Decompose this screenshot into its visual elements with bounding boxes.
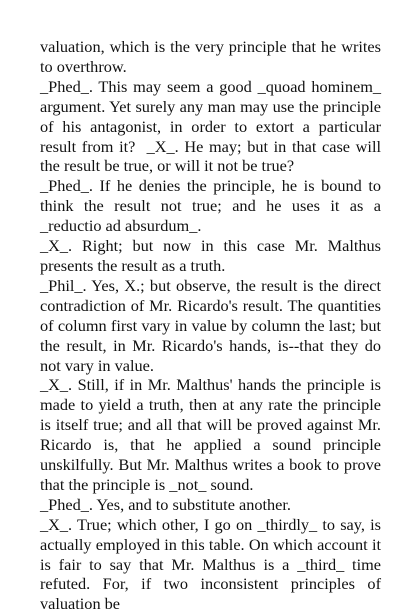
paragraph-x-malthus-truth: _X_. Right; but now in this case Mr. Malthus presents the result as a truth. xyxy=(40,236,386,275)
paragraph-phed-substitute: _Phed_. Yes, and to substitute another. xyxy=(40,494,291,514)
paragraph-phed-quoad-hominem: _Phed_. This may seem a good _quoad hominem_ argument. Yet surely any man may use the principle of his antagonist, in order to extort a particular result from it? _X_. He may; but in that case will the result be true, or will it not be true? xyxy=(40,76,386,176)
paragraph-continuation: valuation, which is the very principle that he writes to overthrow. xyxy=(40,37,386,76)
document-page xyxy=(40,37,386,614)
paragraph-phil-contradiction: _Phil_. Yes, X.; but observe, the result is the direct contradiction of Mr. Ricardo's result. The quantities of column first vary in value by column the last; but the result, in Mr. Ricardo's hands, is--that they do not vary in value. xyxy=(40,275,386,375)
paragraph-phed-reductio: _Phed_. If he denies the principle, he is bound to think the result not true; and he uses it as a _reductio ad absurdum_. xyxy=(40,176,386,236)
paragraph-x-thirdly: _X_. True; which other, I go on _thirdly_ to say, is actually employed in this table. On which account it is fair to say that Mr. Malthus is a _third_ time refuted. For, if two inconsistent principles of valuation be xyxy=(40,514,386,614)
paragraph-x-sound-principle: _X_. Still, if in Mr. Malthus' hands the principle is made to yield a truth, then at any rate the principle is itself true; and all that will be proved against Mr. Ricardo is, that he applied a sound principle unskilfully. But Mr. Malthus writes a book to prove that the principle is _not_ sound. xyxy=(40,375,386,494)
